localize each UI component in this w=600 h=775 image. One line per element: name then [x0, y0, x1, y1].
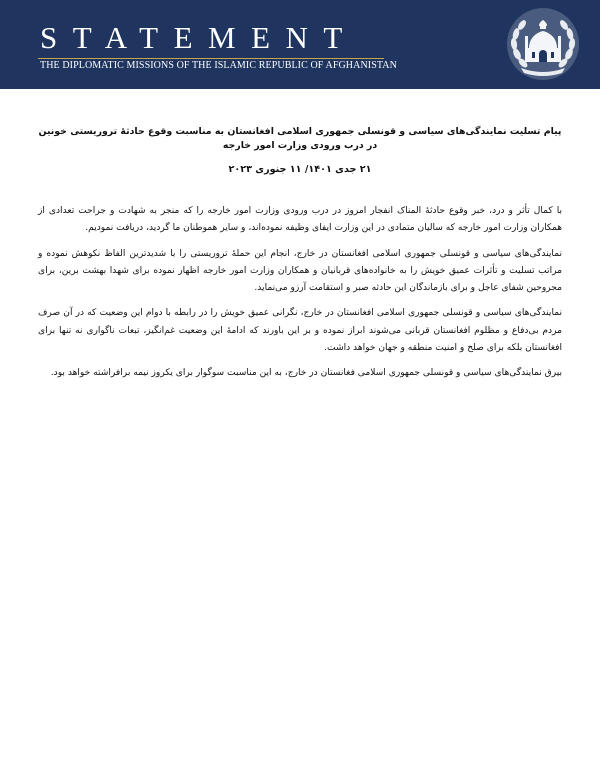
- header-subtitle: THE DIPLOMATIC MISSIONS OF THE ISLAMIC REPUBLIC OF AFGHANISTAN: [40, 60, 397, 71]
- document-title: پیام تسلیت نمایندگی‌های سیاسی و قونسلی جمهوری اسلامی افغانستان به مناسبت وقوع حادثهٔ تروریستی خونین در درب ورودی وزارت امور خارجه: [38, 126, 562, 151]
- paragraph-list: [38, 203, 562, 383]
- statement-header: [0, 0, 600, 89]
- paragraph: نمایندگی‌های سیاسی و قونسلی جمهوری اسلامی افغانستان در خارج، نگرانی عمیق خویش را در رابطه با دوام این وضعیت که در آن صرف مردم بی‌دفاع و مظلوم افغانستان قربانی می‌شوند ابراز نموده و بر این باورند که ادامهٔ این وضعیت غم‌انگیز، تبعات ناگواری نه تنها برای افغانستان بلکه برای صلح و امنیت منطقه و جهان خواهد داشت.: [38, 308, 562, 354]
- afghanistan-coat-of-arms-icon: [505, 6, 581, 82]
- header-title: STATEMENT: [40, 20, 358, 55]
- header-divider: [38, 58, 384, 59]
- paragraph: نمایندگی‌های سیاسی و قونسلی جمهوری اسلامی افغانستان در خارج، انجام این حملهٔ تروریستی را با شدیدترین الفاظ نکوهش نموده و مراتب تسلیت و تأثرات عمیق خویش را به خانواده‌های قربانیان و همکاران وزارت امور خارجه اظهار نموده برای شهدا بهشت برین، برای مجروحین شفای عاجل و برای بازماندگان این حادثه صبر و استقامت آرزو می‌نماید.: [38, 248, 562, 294]
- statement-body: [38, 125, 562, 391]
- paragraph: با کمال تأثر و درد، خبر وقوع حادثهٔ المناک انفجار امروز در درب ورودی وزارت امور خارجه را که منجر به شهادت و جراحت تعدادی از همکاران وزارت امور خارجه که سالیان متمادی در این وزارت ایفای وظیفه نموده‌اند، و سایر هموطنان ما گردید، دریافت نمودیم.: [38, 206, 562, 234]
- paragraph: بیرق نمایندگی‌های سیاسی و قونسلی جمهوری اسلامی فغانستان در خارج، به این مناسبت سوگوار برای یکروز نیمه برافراشته خواهد بود.: [50, 368, 562, 379]
- document-date: ۲۱ جدی ۱۴۰۱/ ۱۱ جنوری ۲۰۲۳: [228, 164, 372, 175]
